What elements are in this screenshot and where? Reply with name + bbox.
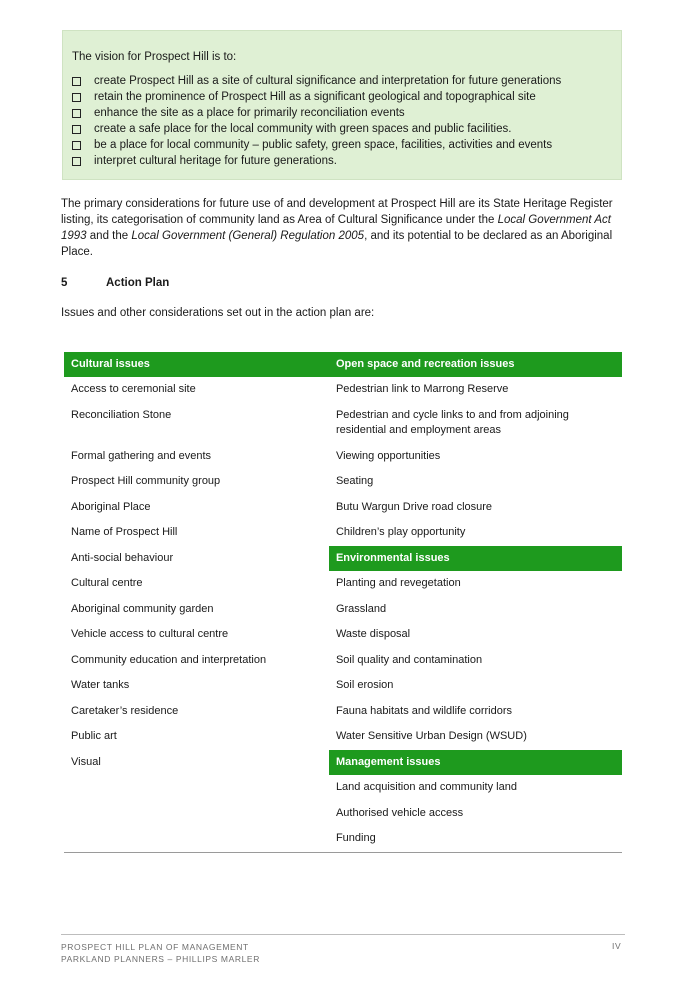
table-row xyxy=(64,648,622,674)
vision-item-text: enhance the site as a place for primarily reconciliation events xyxy=(94,107,405,119)
table-row xyxy=(64,699,622,725)
vision-item xyxy=(72,137,612,153)
cultural-issue-cell: Aboriginal Place xyxy=(71,500,151,513)
cultural-issue-cell: Water tanks xyxy=(71,679,130,691)
other-issue-cell: Pedestrian link to Marrong Reserve xyxy=(335,383,509,395)
section-header-cell: Environmental issues xyxy=(329,546,622,572)
vision-item xyxy=(72,89,612,105)
cultural-issue-cell: Name of Prospect Hill xyxy=(71,526,178,538)
cultural-issue-cell: Reconciliation Stone xyxy=(71,408,172,421)
vision-item xyxy=(72,105,612,121)
table-row xyxy=(64,469,622,495)
checkbox-icon xyxy=(72,93,81,102)
considerations-text: , and its potential to be declared as an Aboriginal Place. xyxy=(61,230,613,258)
table-row xyxy=(64,520,622,546)
vision-item xyxy=(72,153,612,169)
header-open-space-issues: Open space and recreation issues xyxy=(329,352,622,377)
footer-divider xyxy=(61,934,625,935)
vision-item-text: create Prospect Hill as a site of cultural significance and interpretation for future generations xyxy=(94,75,562,87)
table-row xyxy=(64,444,622,470)
vision-box xyxy=(62,30,622,180)
vision-item-text: create a safe place for the local community with green spaces and public facilities. xyxy=(94,123,512,135)
table-row xyxy=(64,826,622,852)
table-row xyxy=(64,801,622,827)
cultural-issue-cell: Prospect Hill community group xyxy=(71,475,221,487)
cultural-issue-cell: Access to ceremonial site xyxy=(71,383,196,395)
footer-authors: PARKLAND PLANNERS – PHILLIPS MARLER xyxy=(61,954,260,964)
considerations-text: The primary considerations for future use of and development at Prospect Hill are its State Heritage Register listing, its categorisation of community land as Area of Cultural Significance under the xyxy=(61,198,613,226)
considerations-text: and the xyxy=(86,230,132,242)
other-issue-cell: Butu Wargun Drive road closure xyxy=(335,500,493,513)
cultural-issue-cell: Visual xyxy=(71,755,101,768)
action-plan-intro: Issues and other considerations set out in the action plan are: xyxy=(61,307,375,319)
other-issue-cell: Seating xyxy=(335,475,374,487)
table-row xyxy=(64,750,622,776)
other-issue-cell: Children’s play opportunity xyxy=(335,526,466,538)
checkbox-icon xyxy=(72,125,81,134)
checkbox-icon xyxy=(72,109,81,118)
cultural-issue-cell xyxy=(64,826,329,852)
table-row xyxy=(64,597,622,623)
other-issue-cell: Water Sensitive Urban Design (WSUD) xyxy=(335,730,527,742)
footer-document-title: PROSPECT HILL PLAN OF MANAGEMENT xyxy=(61,942,249,952)
section-header-cell: Management issues xyxy=(329,750,622,776)
table-row xyxy=(64,546,622,572)
table-row xyxy=(64,775,622,801)
act-citation: Local Government Act 1993 xyxy=(61,214,611,242)
table-header-row xyxy=(64,352,622,377)
section-number: 5 xyxy=(61,277,68,289)
table-row xyxy=(64,377,622,403)
vision-item-text: retain the prominence of Prospect Hill as a significant geological and topographical site xyxy=(94,91,536,103)
checkbox-icon xyxy=(72,141,81,150)
table-row xyxy=(64,495,622,521)
vision-item-text: interpret cultural heritage for future generations. xyxy=(94,155,337,167)
cultural-issue-cell: Vehicle access to cultural centre xyxy=(71,628,229,640)
issues-table xyxy=(64,352,622,853)
other-issue-cell: Soil erosion xyxy=(335,679,394,691)
vision-item xyxy=(72,73,612,89)
vision-list xyxy=(72,73,612,169)
table-row xyxy=(64,724,622,750)
cultural-issue-cell: Cultural centre xyxy=(71,577,143,589)
vision-intro: The vision for Prospect Hill is to: xyxy=(72,51,237,63)
other-issue-cell: Authorised vehicle access xyxy=(335,806,464,819)
other-issue-cell: Land acquisition and community land xyxy=(335,781,517,793)
vision-item-text: be a place for local community – public safety, green space, facilities, activities and events xyxy=(94,139,553,151)
cultural-issue-cell xyxy=(64,775,329,801)
other-issue-cell: Funding xyxy=(329,826,622,852)
table-row xyxy=(64,403,622,444)
cultural-issue-cell: Anti-social behaviour xyxy=(71,551,174,564)
cultural-issue-cell: Public art xyxy=(71,730,117,742)
table-row xyxy=(64,673,622,699)
table-row xyxy=(64,622,622,648)
table-row xyxy=(64,571,622,597)
cultural-issue-cell: Caretaker’s residence xyxy=(71,704,179,717)
checkbox-icon xyxy=(72,157,81,166)
regulation-citation: Local Government (General) Regulation 2005 xyxy=(131,230,365,242)
other-issue-cell: Waste disposal xyxy=(335,628,411,640)
checkbox-icon xyxy=(72,77,81,86)
cultural-issue-cell: Community education and interpretation xyxy=(71,653,267,666)
other-issue-cell: Fauna habitats and wildlife corridors xyxy=(335,704,513,717)
other-issue-cell: Pedestrian and cycle links to and from adjoining residential and employment areas xyxy=(335,408,569,436)
header-cultural-issues: Cultural issues xyxy=(64,352,329,377)
other-issue-cell: Soil quality and contamination xyxy=(335,653,483,666)
other-issue-cell: Grassland xyxy=(335,602,387,615)
vision-item xyxy=(72,121,612,137)
page-number: IV xyxy=(612,941,622,951)
footer-text xyxy=(61,941,260,965)
other-issue-cell: Planting and revegetation xyxy=(335,577,461,589)
section-heading xyxy=(61,277,169,289)
cultural-issue-cell: Formal gathering and events xyxy=(71,449,212,462)
considerations-paragraph xyxy=(61,196,627,260)
other-issue-cell: Viewing opportunities xyxy=(335,449,441,462)
section-title: Action Plan xyxy=(106,277,170,289)
cultural-issue-cell: Aboriginal community garden xyxy=(71,602,214,615)
cultural-issue-cell xyxy=(64,801,329,827)
